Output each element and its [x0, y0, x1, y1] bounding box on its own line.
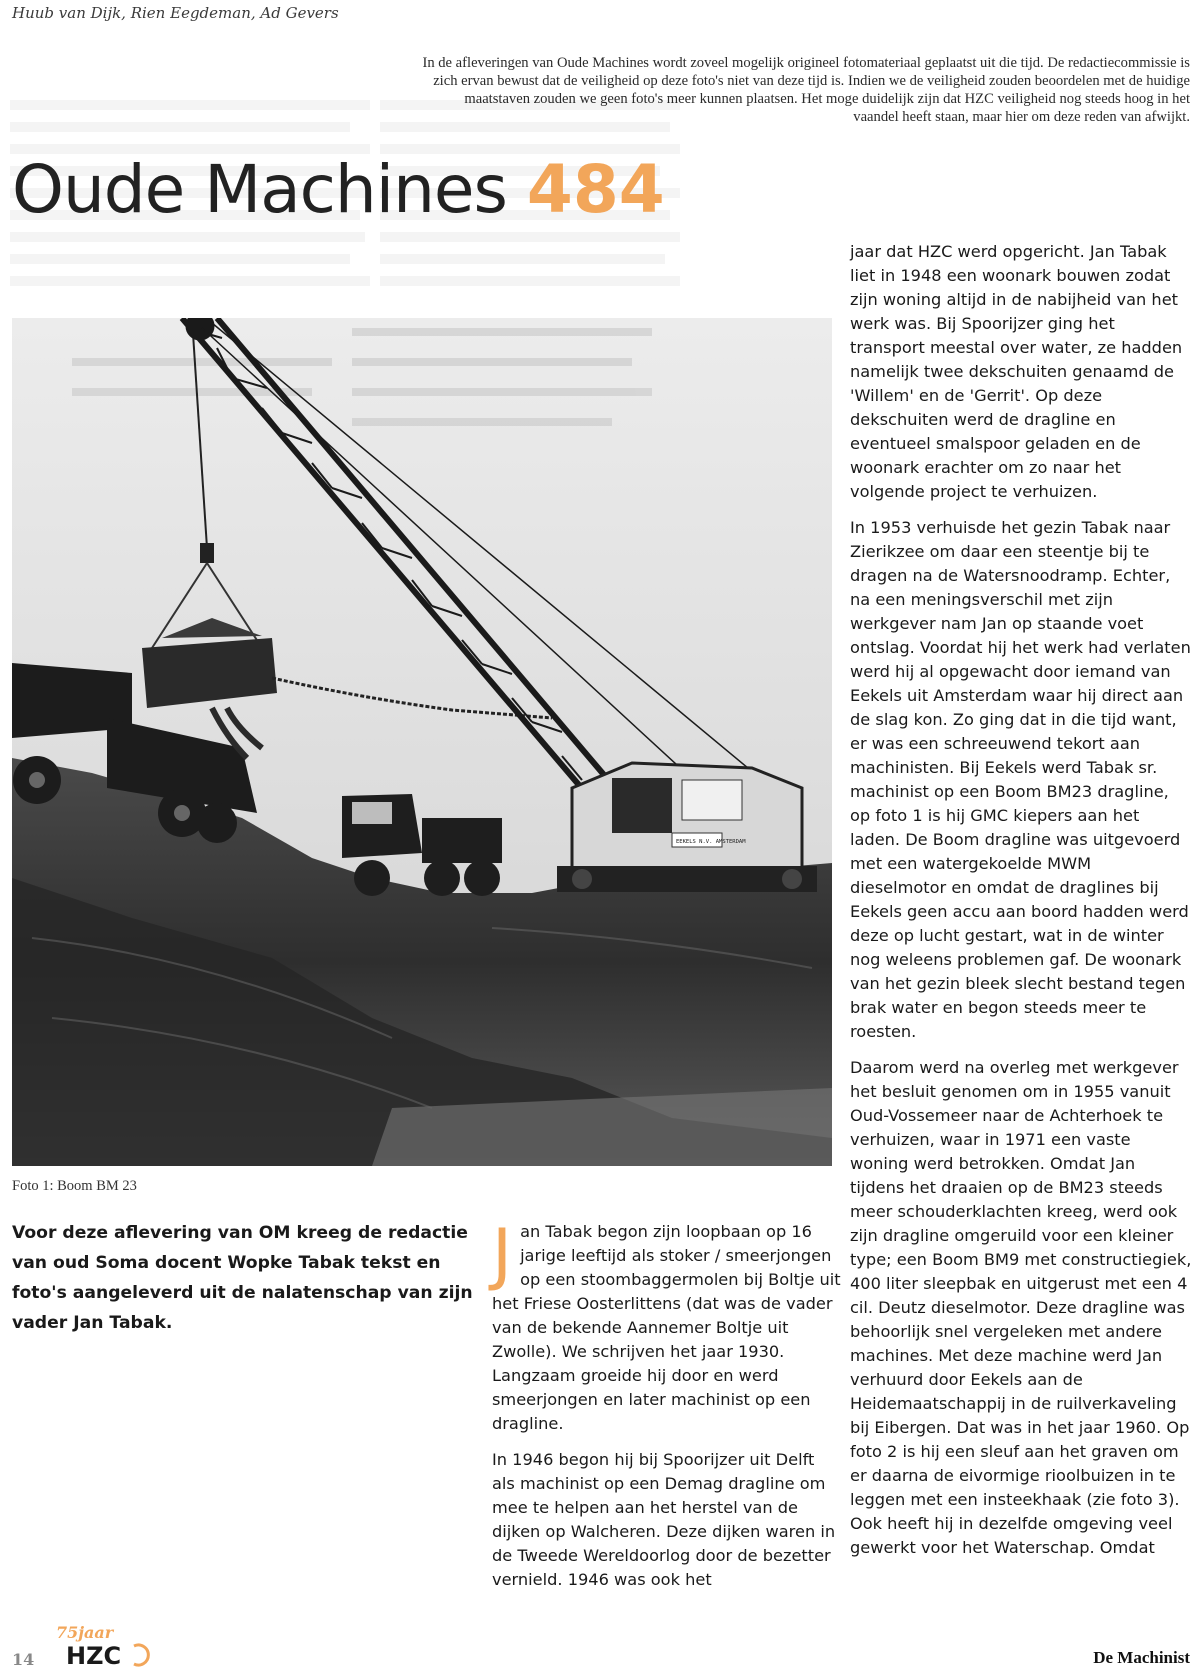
paragraph: Daarom werd na overleg met werkgever het besluit genomen om in 1955 vanuit Oud-Vossemeer naar de Achterhoek te verhuizen, waar in 1971 een vaste woning werd betrokken. Omdat Jan tijdens het draaien op de BM23 steeds meer schouderklachten kreeg, werd ook zijn dragline omgeruild voor een kleiner type; een Boom BM9 met constructiegiek, 400 liter sleepbak en uitgerust met een 4 cil. Deutz dieselmotor. Deze dragline was behoorlijk snel vergeleken met andere machines. Met deze machine werd Jan verhuurd door Eekels aan de Heidemaatschappij in de ruilverkaveling bij Eibergen. Dat was in het jaar 1960. Op foto 2 is hij een sleuf aan het graven om er daarna de eivormige rioolbuizen in te leggen met een insteekhaak (zie foto 3). — [850, 1058, 1192, 1509]
photo-caption: Foto 1: Boom BM 23 — [12, 1178, 137, 1194]
paragraph: In 1953 verhuisde het gezin Tabak naar Zierikzee om daar een steentje bij te dragen na de Watersnoodramp. Echter, na een meningsverschil met zijn werkgever nam Jan op staande voet ontslag. Voordat hij het werk had verlaten werd hij al opgewacht door iemand van Eekels uit Amsterdam waar hij direct aan de slag kon. Zo ging dat in die tijd want, er was een schreeuwend tekort aan machinisten. Bij Eekels werd Tabak sr. machinist op een Boom BM23 dragline, op foto 1 is hij GMC kiepers aan het laden. De Boom dragline was uitgevoerd met een watergekoelde MWM dieselmotor en omdat de draglines bij Eekels geen accu aan boord hadden werd deze op lucht gestart, wat in de winter nog weleens problemen gaf. De woonark van het gezin bleek slecht bestand tegen brak water en begon steeds meer te roesten. — [850, 518, 1191, 1041]
hzc-75-logo — [52, 1620, 162, 1670]
logo-anniversary: 75jaar — [56, 1623, 114, 1642]
page-number: 14 — [12, 1650, 35, 1669]
safety-disclaimer: In de afleveringen van Oude Machines wordt zoveel mogelijk origineel fotomateriaal geplaatst uit die tijd. De redactiecommissie is zich ervan bewust dat de veiligheid op deze foto's niet van deze tijd is. Indien we de veiligheid zouden beoordelen met de huidige maatstaven zouden we geen foto's meer kunnen plaatsen. Het moge duidelijk zijn dat HZC veiligheid nog steeds hoog in het vaandel heeft staan, maar hier om deze reden van afwijkt. — [422, 55, 1190, 125]
paragraph: jaar dat HZC werd opgericht. Jan Tabak liet in 1948 een woonark bouwen zodat zijn woning altijd in de nabijheid van het werk was. Bij Spoorijzer ging het transport meestal over water, ze hadden namelijk twee dekschuiten genaamd de 'Willem' en de 'Gerrit'. Op deze dekschuiten werd de dragline en eventueel smalspoor geladen en de woonark erachter om zo naar het volgende project te verhuizen. — [850, 242, 1183, 501]
paragraph-text: an Tabak begon zijn loopbaan op 16 jarige leeftijd als stoker / smeerjongen op een stoombaggermolen bij Boltje uit het Friese Oosterlittens (dat was de vader van de bekende Aannemer Boltje uit Zwolle). We schrijven het jaar 1930. Langzaam groeide hij door en werd smeerjongen en later machinist op een dragline. — [492, 1222, 841, 1433]
article-column-2 — [850, 240, 1192, 1572]
photo-boom-bm23-dragline — [12, 318, 832, 1166]
paragraph: In 1946 begon hij bij Spoorijzer uit Delft als machinist op een Demag dragline om mee te helpen aan het herstel van de dijken op Walcheren. Deze dijken waren in de Tweede Wereldoorlog door de bezetter vernield. 1946 was ook het — [492, 1450, 836, 1589]
article-column-1 — [492, 1215, 842, 1604]
dragline-cab — [557, 763, 817, 892]
title-text: Oude Machines — [12, 151, 507, 228]
authors-line: Huub van Dijk, Rien Eegdeman, Ad Gevers — [12, 4, 339, 22]
cab-plate: EEKELS N.V. AMSTERDAM — [676, 839, 746, 845]
paragraph — [492, 1215, 842, 1436]
intro-lead: Voor deze aflevering van OM kreeg de redactie van oud Soma docent Wopke Tabak tekst en foto's aangeleverd uit de nalatenschap van zijn vader Jan Tabak. — [12, 1223, 473, 1333]
page-title — [12, 150, 665, 230]
episode-number: 484 — [526, 151, 665, 228]
drop-cap: J — [492, 1215, 513, 1294]
logo-brand: HZC — [66, 1642, 122, 1670]
paragraph: Ook heeft hij in dezelfde omgeving veel gewerkt voor het Waterschap. Omdat — [850, 1514, 1173, 1557]
magazine-name: De Machinist — [1093, 1648, 1190, 1667]
